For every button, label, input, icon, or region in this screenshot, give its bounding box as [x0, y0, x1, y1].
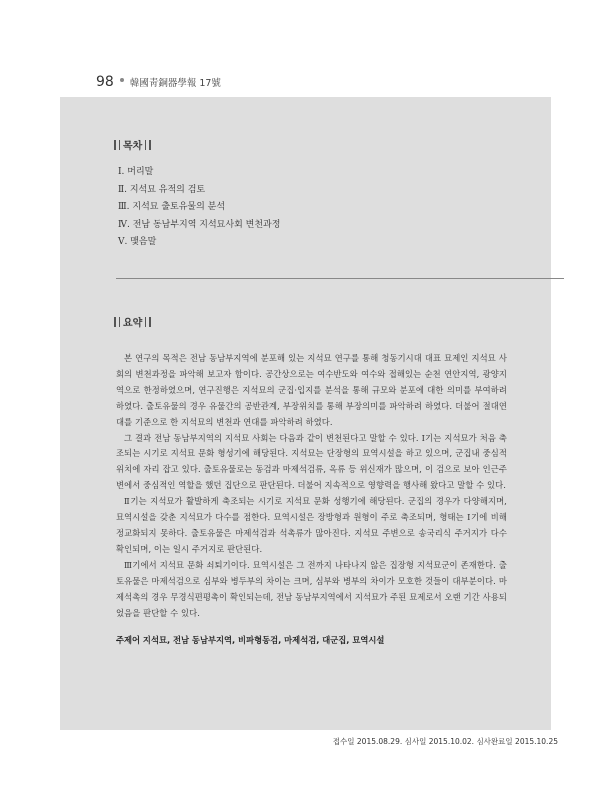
abstract-paragraph: Ⅲ기에서 지석묘 문화 쇠퇴기이다. 묘역시설은 그 전까지 나타나지 않은 집장형 지석묘군이 존재한다. 출토유물은 마제석검으로 심부와 병두부의 차이는 크며, 심부와 병부의 차이가 모호한 것들이 대부분이다. 마제석촉의 경우 무경식편평촉이 확인되는데, 전남 동남부지역에서 지석묘가 주된 묘제로서 오랜 기간 사용되었음을 판단할 수 있다. [116, 559, 507, 618]
abstract-paragraph: 그 결과 전남 동남부지역의 지석묘 사회는 다음과 같이 변천된다고 말할 수 있다. Ⅰ기는 지석묘가 처음 축조되는 시기로 지석묘 문화 형성기에 해당된다. 지석묘는 단장형의 묘역시설을 하고 있으며, 군집내 중심적 위치에 자리 잡고 있다. 출토유물로는 동검과 마제석검류, 옥류 등 위신재가 많으며, 이 검으로 보아 인근주변에서 중심적인 역할을 했던 집단으로 판단된다. 더불어 지속적으로 영향력을 행사해 왔다고 말할 수 있다. [116, 432, 507, 491]
bullet-dot-icon [120, 78, 124, 82]
running-header [96, 74, 221, 90]
summary-panel [60, 97, 551, 730]
toc-item: Ⅱ. 지석묘 유적의 검토 [118, 184, 206, 195]
toc-item: Ⅳ. 전남 동남부지역 지석묘사회 변천과정 [118, 219, 281, 230]
toc-heading-label: 목차 [123, 141, 143, 152]
heading-bar-icon [145, 140, 146, 150]
heading-bar-icon [149, 317, 151, 327]
heading-bar-icon [119, 317, 120, 327]
toc-item: Ⅰ. 머리말 [118, 167, 154, 177]
abstract-paragraph: 본 연구의 목적은 전남 동남부지역에 분포해 있는 지석묘 연구를 통해 청동기시대 대표 묘제인 지석묘 사회의 변천과정을 파악해 보고자 함이다. 공간상으로는 여수반도와 여수와 접해있는 순천 연안지역, 광양지역으로 한정하였으며, 연구진행은 지석묘의 군집·입지를 분석을 통해 규모와 분포에 대한 의미를 부여하려 하였다. 출토유물의 경우 유물간의 공반관계, 부장위치를 통해 부장의미를 파악하려 하였다. 더불어 절대연대를 기준으로 한 지석묘의 변천과 연대를 파악하려 하였다. [116, 353, 507, 427]
heading-bar-icon [114, 140, 116, 150]
heading-bar-icon [149, 140, 151, 150]
abstract-heading [114, 314, 151, 329]
table-of-contents [118, 164, 280, 252]
toc-item: Ⅴ. 맺음말 [118, 237, 157, 247]
section-divider [116, 278, 564, 279]
toc-heading [114, 137, 151, 152]
heading-bar-icon [114, 317, 116, 327]
heading-bar-icon [145, 317, 146, 327]
submission-dates: 접수일 2015.08.29. 심사일 2015.10.02. 심사완료일 2015.10.25 [332, 737, 558, 746]
abstract-body [116, 351, 507, 621]
keywords: 주제어 지석묘, 전남 동남부지역, 비파형동검, 마제석검, 대군집, 묘역시설 [116, 635, 385, 645]
abstract-heading-label: 요약 [123, 318, 143, 329]
abstract-paragraph: Ⅱ기는 지석묘가 활발하게 축조되는 시기로 지석묘 문화 성행기에 해당된다. 군집의 경우가 다양해지며, 묘역시설을 갖춘 지석묘가 다수를 점한다. 묘역시설은 장방형과 원형이 주로 축조되며, 형태는 Ⅰ기에 비해 정교화되지 못하다. 출토유물은 마제석검과 석촉류가 많아진다. 지석묘 주변으로 송국리식 주거지가 다수 확인되며, 이는 일시 주거지로 판단된다. [116, 496, 507, 554]
heading-bar-icon [119, 140, 120, 150]
toc-item: Ⅲ. 지석묘 출토유물의 분석 [118, 202, 226, 212]
page-number: 98 [96, 74, 114, 90]
journal-title: 韓國靑銅器學報 17號 [129, 78, 221, 89]
